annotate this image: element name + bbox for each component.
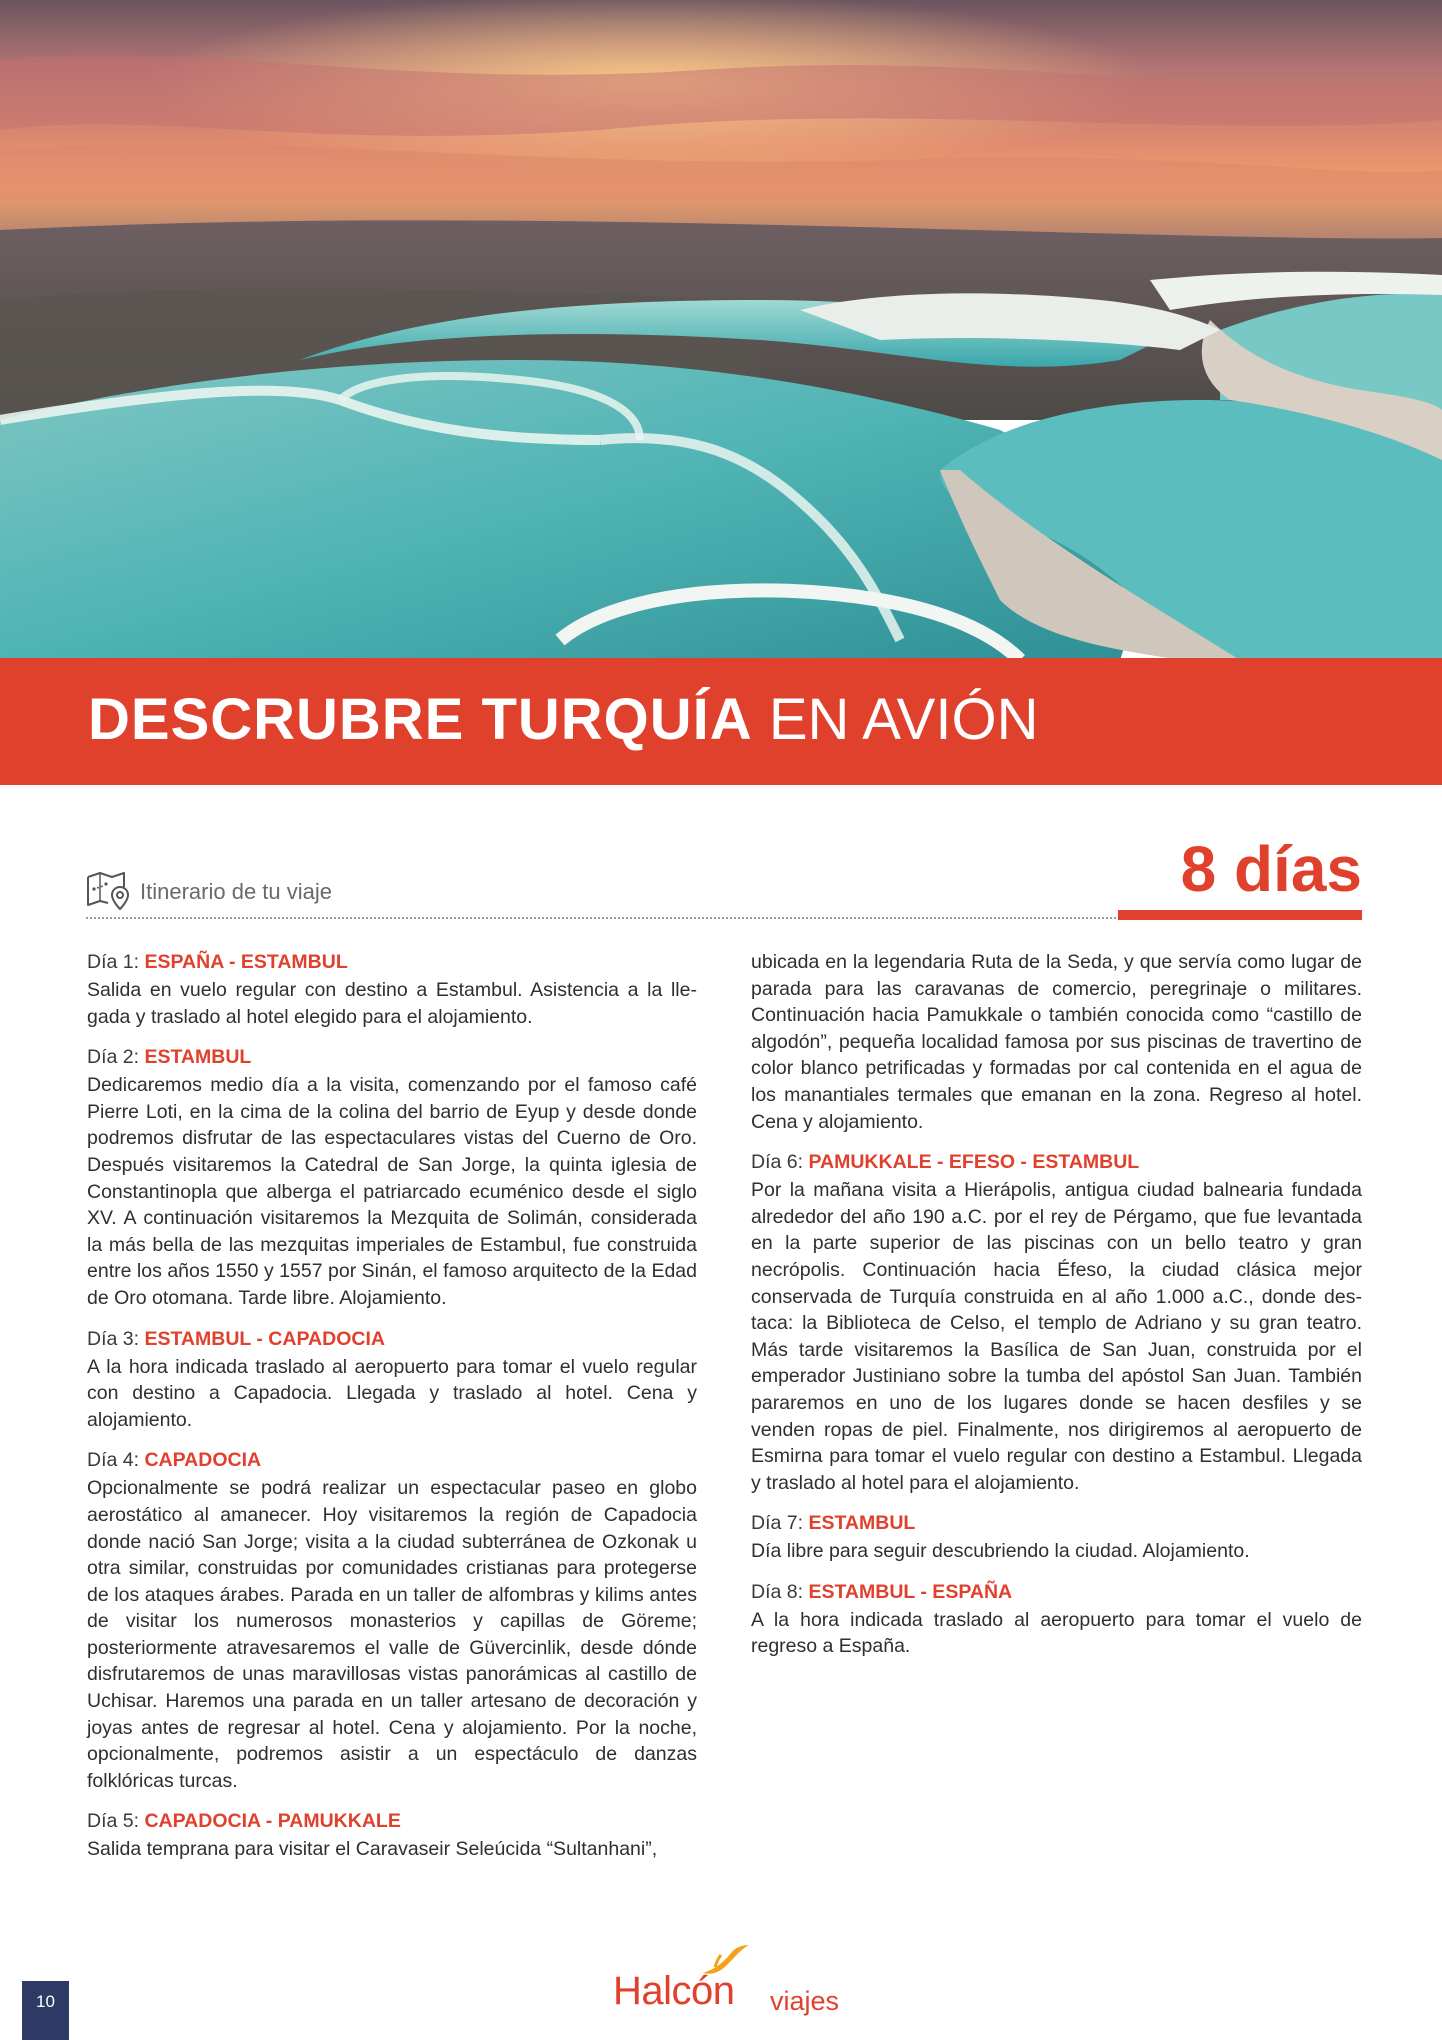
day-route: CAPADOCIA: [144, 1449, 262, 1472]
day-label: Día 6:: [751, 1151, 809, 1174]
day-label: Día 5:: [87, 1810, 145, 1833]
day-label: Día 7:: [751, 1512, 809, 1535]
day-3: [87, 1326, 697, 1434]
duration-underline: [1118, 910, 1362, 920]
day-6: [751, 1149, 1362, 1496]
day-title: [751, 1579, 1362, 1605]
hero-photo: [0, 0, 1442, 660]
day-description: A la hora indicada traslado al aeropuerto para tomar el vuelo regular con destino a Capadocia. Llegada y traslado al hotel. Cena y alojamiento.: [87, 1355, 697, 1431]
page-number: 10: [22, 1981, 69, 2040]
day-description: Salida en vuelo regular con destino a Estambul. Asistencia a la llegada y traslado al hotel elegido para el alojamiento.: [87, 979, 697, 1028]
day-2: [87, 1044, 697, 1311]
page-title-light: EN AVIÓN: [768, 687, 1039, 752]
divider: [86, 917, 1116, 919]
duration-badge: 8 días: [1180, 833, 1362, 905]
day-label: Día 8:: [751, 1580, 809, 1603]
day-route: ESTAMBUL: [144, 1046, 252, 1069]
day-1: [87, 949, 697, 1030]
day-description: Salida temprana para visitar el Caravaseir Seleúcida “Sultanhani”,: [87, 1838, 658, 1861]
day-route: CAPADOCIA - PAMUKKALE: [144, 1810, 401, 1833]
itinerary-column-right: [751, 949, 1362, 1674]
itinerary-column-left: [87, 949, 697, 1877]
day-title: [87, 1808, 697, 1834]
map-pin-icon: [86, 867, 132, 913]
day-description: Por la mañana visita a Hierápolis, antigua ciudad balnearia fundada alrededor del año 190 a.C. por el rey de Pérgamo, que fue levantada en la parte superior de las piscinas con un bello teatro y gran necrópolis. Continuación hacia Éfeso, la ciudad clásica mejor conservada de Turquía construida en al año 1.000 a.C., donde destaca: la Biblioteca de Celso, el templo de Adriano y su gran teatro. Más tarde visitaremos la Basílica de San Juan, construida por el emperador Justiniano sobre la tumba del apóstol San Juan. También pararemos en uno de los lugares donde se hacen desfiles y se venden ropas de piel. Finalmente, nos dirigiremos al aeropuerto de Esmirna para tomar el vuelo regular con destino a Estambul. Llegada y traslado al hotel para el alojamiento.: [751, 1179, 1362, 1494]
day-title: [87, 1044, 697, 1070]
day-label: Día 4:: [87, 1449, 145, 1472]
pamukkale-terraces-image: [0, 0, 1442, 660]
day-title: [87, 949, 697, 975]
day-route: PAMUKKALE - EFESO - ESTAMBUL: [808, 1151, 1140, 1174]
page-title-bold: DESCRUBRE TURQUÍA: [88, 687, 753, 752]
day-route: ESPAÑA - ESTAMBUL: [144, 951, 348, 973]
day-label: Día 1:: [87, 951, 145, 973]
day-4: [87, 1447, 697, 1794]
day-description: Dedicaremos medio día a la visita, comenzando por el famoso café Pierre Loti, en la cima de la colina del barrio de Eyup y desde donde podremos disfrutar de las espectaculares vistas del Cuerno de Oro. Después visitaremos la Catedral de San Jorge, la quinta iglesia de Constantinopla que alberga el patriarcado ecuménico desde el siglo XV. A continuación visitaremos la Mezquita de Solimán, considerada la más bella de las mezquitas imperiales de Estambul, fue construida entre los años 1550 y 1557 por Sinán, el famoso arquitecto de la Edad de Oro otomana. Tarde libre. Alojamiento.: [87, 1074, 697, 1309]
day-title: [87, 1447, 697, 1473]
day-5: [87, 1808, 697, 1863]
itinerary-label: Itinerario de tu viaje: [140, 879, 332, 904]
logo-subtext: viajes: [770, 1986, 840, 2016]
day-title: [751, 1149, 1362, 1175]
day-title: [87, 1326, 697, 1352]
day-5-continued: [751, 949, 1362, 1135]
day-label: Día 3:: [87, 1327, 145, 1350]
page-title: [88, 687, 1039, 752]
day-description: ubicada en la legendaria Ruta de la Seda, y que servía como lugar de parada para las caravanas de comercio, peregrinaje o militares. Continuación hacia Pamukkale o también conocida como “castillo de algodón”, pequeña localidad famosa por sus piscinas de travertino de color blanco petrificadas y formadas por cal contenida en el agua de los manantiales termales que emanan en la zona. Regreso al hotel. Cena y alojamiento.: [751, 951, 1362, 1133]
day-route: ESTAMBUL - ESPAÑA: [808, 1580, 1013, 1603]
day-label: Día 2:: [87, 1046, 145, 1069]
logo-wordmark: Halcón: [613, 1969, 735, 2013]
day-8: [751, 1579, 1362, 1660]
day-description: Opcionalmente se podrá realizar un espectacular paseo en globo aerostático al amanecer. Hoy visitaremos la región de Capadocia donde nació San Jorge; visita a la ciudad subterránea de Ozkonak u otra similar, construidas por comunidades cristianas para protegerse de los ataques árabes. Parada en un taller de alfombras y kilims antes de visitar los numerosos monasterios y capillas de Göreme; posteriormente atravesaremos el valle de Güvercinlik, desde dónde disfrutaremos de unas maravillosas vistas panorámicas al castillo de Uchisar. Haremos una parada en un taller artesano de decoración y joyas antes de regresar al hotel. Cena y alojamiento. Por la noche, opcionalmente, podremos asistir a un espectáculo de danzas folklóricas turcas.: [87, 1477, 697, 1792]
day-route: ESTAMBUL: [808, 1512, 916, 1535]
day-title: [751, 1510, 1362, 1536]
day-description: A la hora indicada traslado al aeropuerto para tomar el vuelo de regreso a España.: [751, 1608, 1362, 1658]
day-route: ESTAMBUL - CAPADOCIA: [144, 1327, 385, 1350]
day-7: [751, 1510, 1362, 1565]
day-description: Día libre para seguir descubriendo la ciudad. Alojamiento.: [751, 1540, 1250, 1563]
